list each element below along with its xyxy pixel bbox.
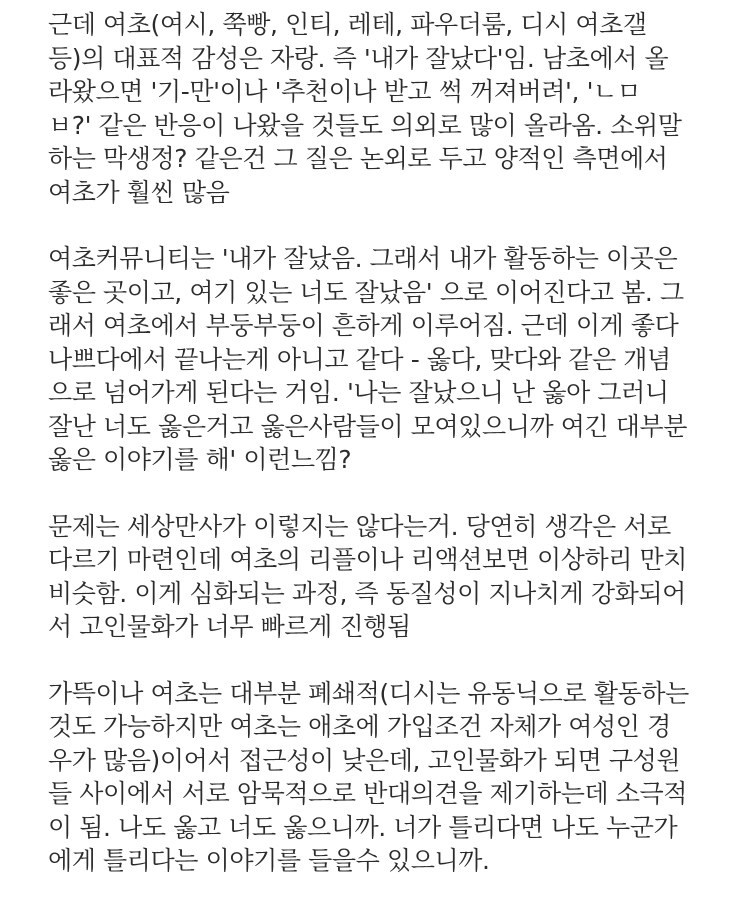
text-line: 비슷함. 이게 심화되는 과정, 즉 동질성이 지나치게 강화되어 [48,578,686,608]
paragraph-4 [48,677,738,878]
paragraph-3 [48,510,738,644]
text-line: 들 사이에서 서로 암묵적으로 반대의견을 제기하는데 소극적 [48,779,688,808]
text-line: 것도 가능하지만 여초는 애초에 가입조건 자체가 여성인 경 [48,712,671,741]
document-body [48,8,738,911]
paragraph-2 [48,242,738,477]
text-line: 라왔으면 '기-만'이나 '추천이나 받고 썩 꺼져버려', 'ㄴㅁ [48,77,641,106]
text-line: 여초커뮤니티는 '내가 잘났음. 그래서 내가 활동하는 이곳은 [48,244,678,273]
text-line: 여초가 훨씬 많음 [48,177,230,207]
text-line: 서 고인물화가 너무 빠르게 진행됨 [48,612,411,641]
text-line: 좋은 곳이고, 여기 있는 너도 잘났음' 으로 이어진다고 봄. 그 [48,277,684,307]
text-line: 에게 틀리다는 이야기를 들을수 있으니까. [48,846,490,875]
text-line: 우가 많음)이어서 접근성이 낮은데, 고인물화가 되면 구성원 [48,745,681,775]
text-line: 래서 여초에서 부둥부둥이 흔하게 이루어짐. 근데 이게 좋다 [48,311,679,340]
paragraph-1 [48,8,738,209]
text-line: 근데 여초(여시, 쭉빵, 인티, 레테, 파우더룸, 디시 여초갤 [48,10,647,39]
text-line: 가뜩이나 여초는 대부분 폐쇄적(디시는 유동닉으로 활동하는 [48,678,689,708]
text-line: 나쁘다에서 끝나는게 아니고 같다 - 옳다, 맞다와 같은 개념 [48,344,671,374]
text-line: 하는 막생정? 같은건 그 질은 논외로 두고 양적인 측면에서 [48,144,668,173]
text-line: 다르기 마련인데 여초의 리플이나 리액션보면 이상하리 만치 [48,545,688,574]
text-line: ㅂ?' 같은 반응이 나왔을 것들도 의외로 많이 올라옴. 소위말 [48,110,682,140]
text-line: 문제는 세상만사가 이렇지는 않다는거. 당연히 생각은 서로 [48,511,671,541]
text-line: 옳은 이야기를 해' 이런느낌? [48,445,352,474]
text-line: 잘난 너도 옳은거고 옳은사람들이 모여있으니까 여긴 대부분 [48,411,688,441]
text-line: 이 됨. 나도 옳고 너도 옳으니까. 너가 틀리다면 나도 누군가 [48,812,678,842]
text-line: 으로 넘어가게 된다는 거임. '나는 잘났으니 난 옳아 그러니 [48,378,669,407]
text-line: 등)의 대표적 감성은 자랑. 즉 '내가 잘났다'임. 남초에서 올 [48,43,669,73]
